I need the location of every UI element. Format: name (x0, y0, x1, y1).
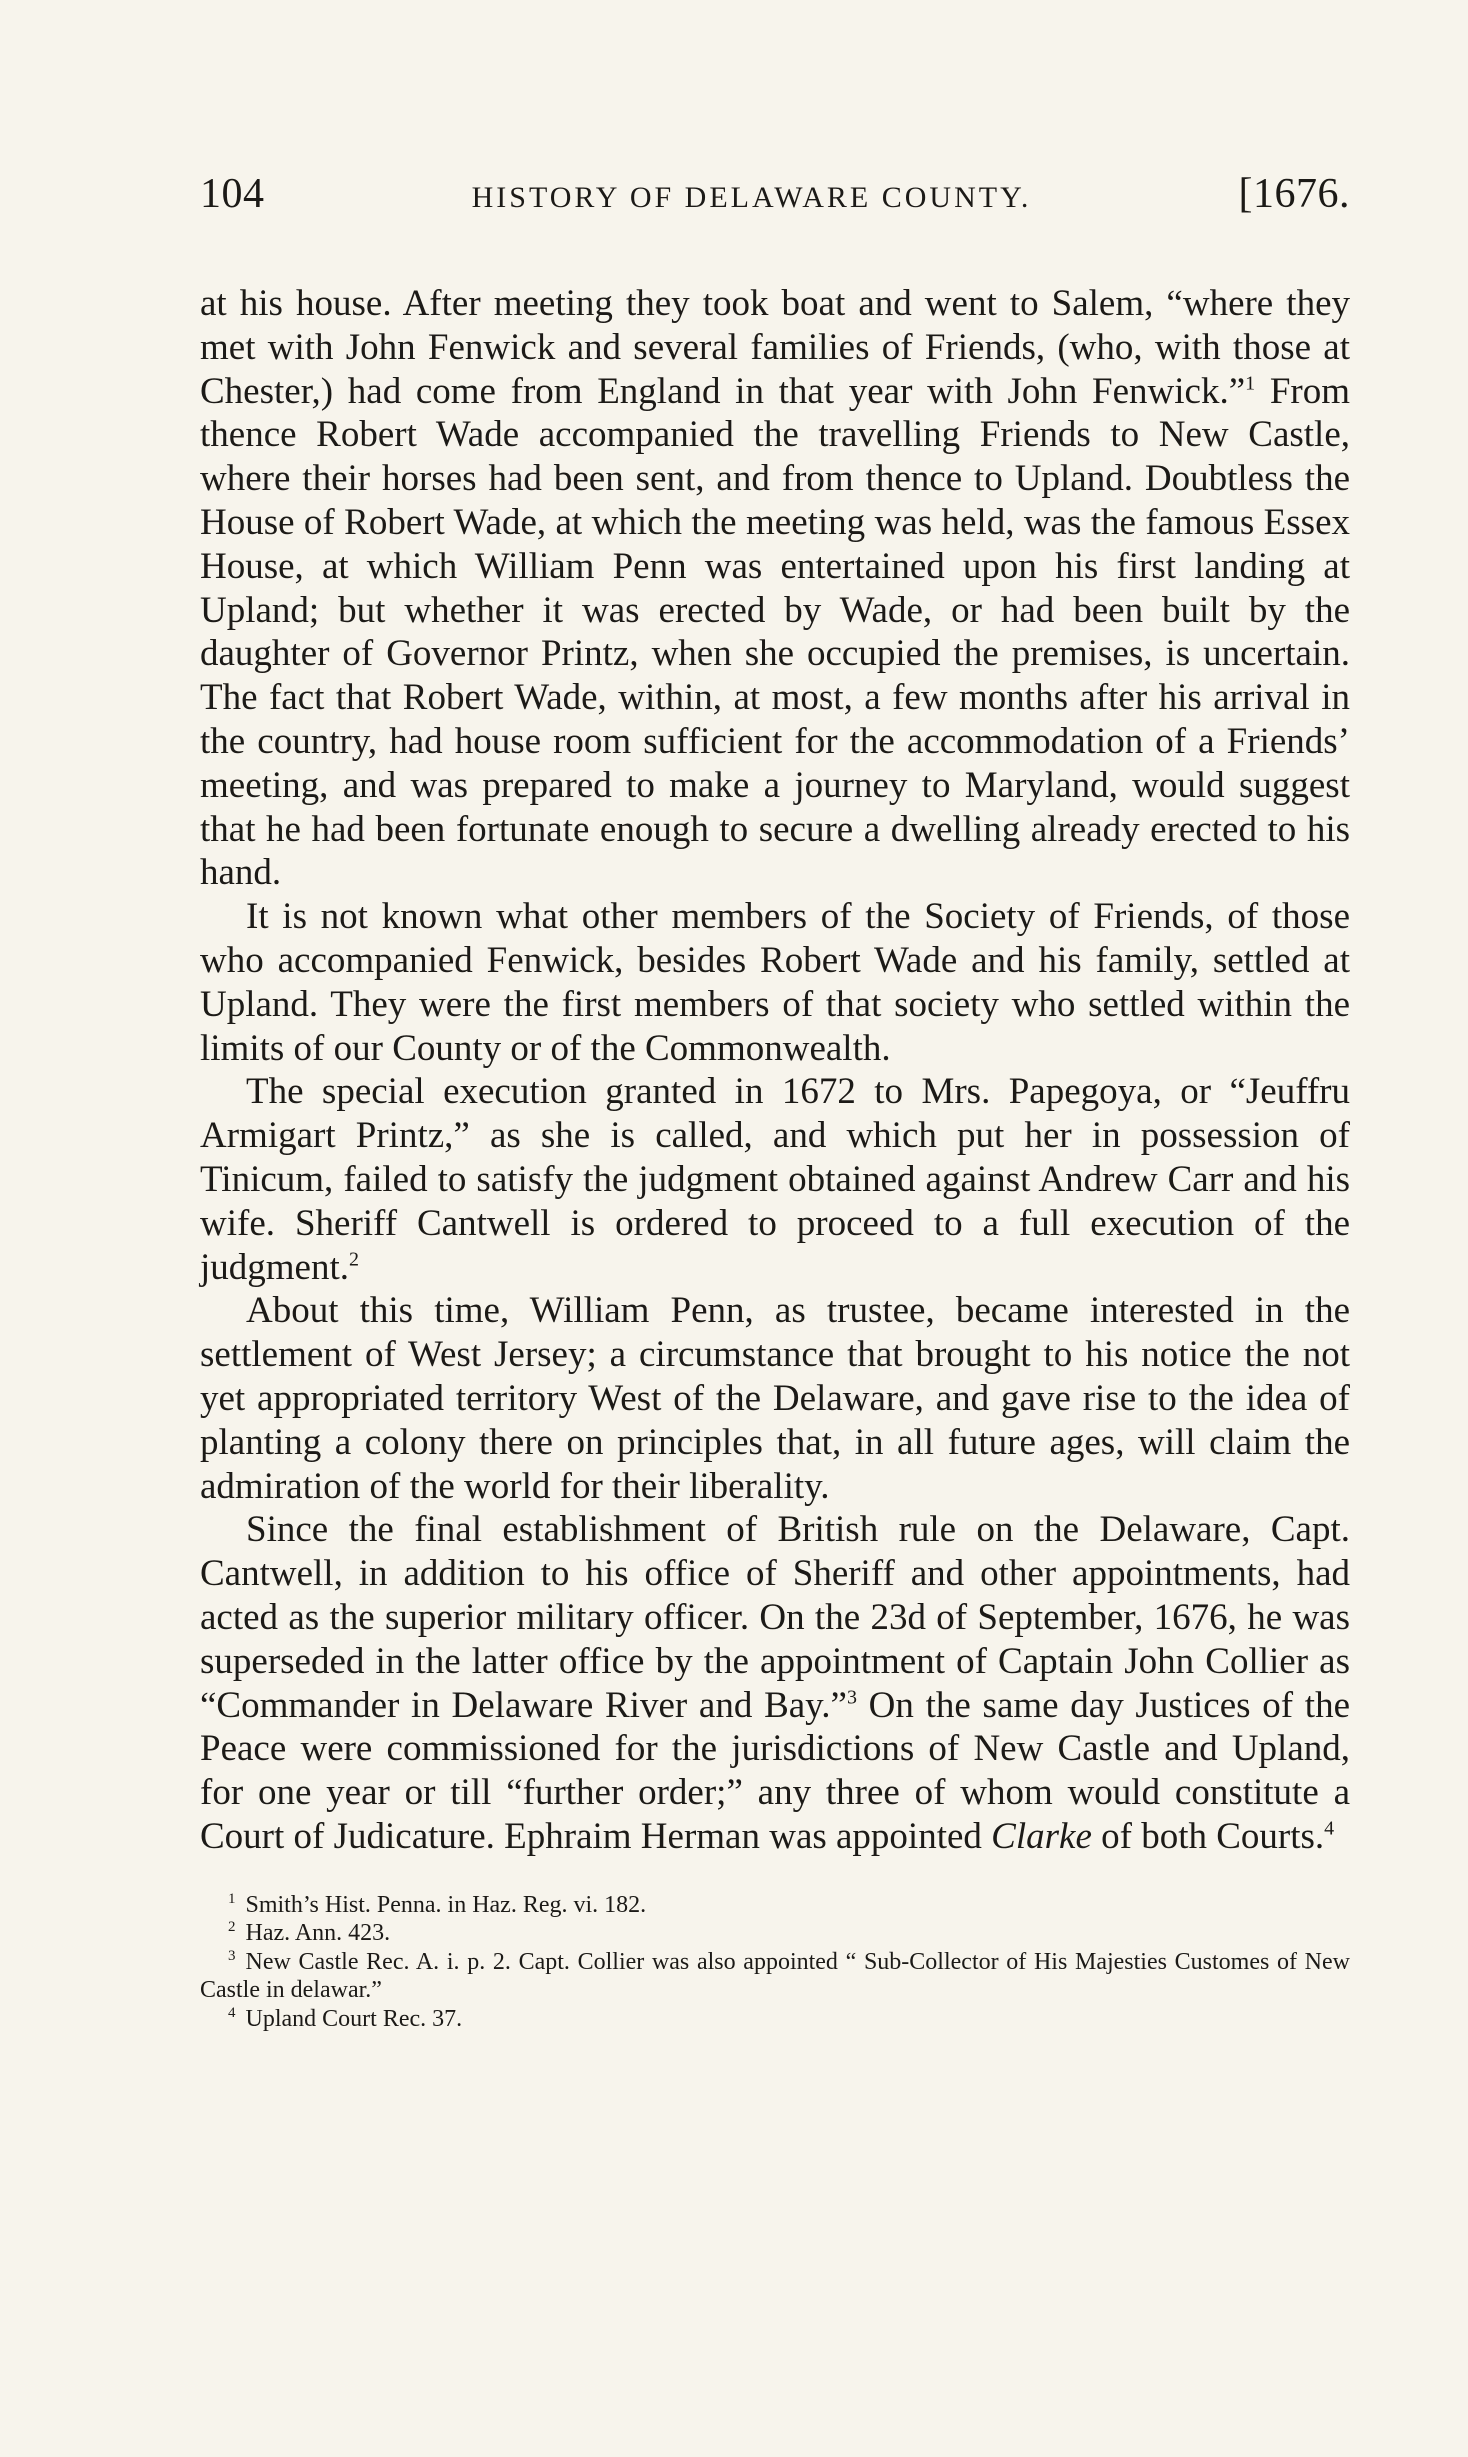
text-run: The special execution granted in 1672 to Mrs. Papegoya, or “Jeuffru Armigart Printz,” as she is called, and which put her in possession of Tinicum, failed to satisfy the judgment obtained against Andrew Carr and his wife. Sheriff Cantwell is ordered to proceed to a full execution of the judgment. (200, 1071, 1350, 1288)
text-run: Since the final establishment of British rule on the Delaware, Capt. Cantwell, in addition to his office of Sheriff and other appointments, had acted as the superior military officer. On the 23d of September, 1676, he was superseded in the latter office by the appointment of Captain John Collier as “Commander in Delaware River and Bay.” (200, 1509, 1350, 1726)
footnote-text: New Castle Rec. A. i. p. 2. Capt. Collier was also appointed “ Sub-Collector of His Majesties Customes of New Castle in delawar.” (200, 1948, 1350, 2004)
footnote-text: Upland Court Rec. 37. (245, 2005, 463, 2032)
body-text (200, 282, 1350, 1859)
footnote-4 (200, 2005, 1350, 2034)
running-title: HISTORY OF DELAWARE COUNTY. (471, 181, 1032, 214)
footnote-mark: 3 (228, 1947, 236, 1964)
book-page (200, 170, 1350, 2033)
footnote-ref: 1 (1245, 372, 1256, 395)
footnotes (200, 1891, 1350, 2034)
paragraph-p3 (200, 1070, 1350, 1289)
footnote-mark: 2 (228, 1919, 236, 1936)
running-header (200, 170, 1350, 230)
text-run: at his house. After meeting they took boat and went to Salem, “where they met with John Fenwick and several families of Friends, (who, with those at Chester,) had come from England in that year with John Fenwick.” (200, 283, 1350, 412)
text-run: From thence Robert Wade accompanied the travelling Friends to New Castle, where their horses had been sent, and from thence to Upland. Doubtless the House of Robert Wade, at which the meeting was held, was the famous Essex House, at which William Penn was entertained upon his first landing at Upland; but whether it was erected by Wade, or had been built by the daughter of Governor Printz, when she occupied the premises, is uncertain. The fact that Robert Wade, within, at most, a few months after his arrival in the country, had house room sufficient for the accommodation of a Friends’ meeting, and was prepared to make a journey to Maryland, would suggest that he had been fortunate enough to secure a dwelling already erected to his hand. (200, 370, 1350, 894)
text-run: It is not known what other members of the Society of Friends, of those who accompanied Fenwick, besides Robert Wade and his family, settled at Upland. They were the first members of that society who settled within the limits of our County or of the Commonwealth. (200, 896, 1350, 1069)
footnote-3 (200, 1948, 1350, 2005)
footnote-mark: 1 (228, 1890, 236, 1907)
footnote-text: Smith’s Hist. Penna. in Haz. Reg. vi. 182. (245, 1891, 647, 1918)
footnote-text: Haz. Ann. 423. (245, 1920, 391, 1947)
footnote-ref: 3 (846, 1686, 857, 1709)
header-year: [1676. (1238, 171, 1350, 217)
text-run: of both Courts. (1091, 1815, 1325, 1857)
paragraph-p2 (200, 895, 1350, 1070)
text-run: On the same day Justices of the Peace were commissioned for the jurisdictions of New Castle and Upland, for one year or till “further order;” any three of whom would constitute a Court of Judicature. Ephraim Herman was appointed (200, 1684, 1350, 1857)
text-run: About this time, William Penn, as trustee, became interested in the settlement of West Jersey; a circumstance that brought to his notice the not yet appropriated territory West of the Delaware, and gave rise to the idea of planting a colony there on principles that, in all future ages, will claim the admiration of the world for their liberality. (200, 1290, 1350, 1507)
page-number: 104 (200, 171, 265, 217)
paragraph-p4 (200, 1289, 1350, 1508)
italic-term: Clarke (991, 1815, 1092, 1857)
paragraph-p5 (200, 1508, 1350, 1858)
footnote-2 (200, 1919, 1350, 1948)
footnote-ref: 2 (349, 1248, 360, 1271)
footnote-mark: 4 (228, 2004, 236, 2021)
paragraph-p1 (200, 282, 1350, 895)
footnote-1 (200, 1891, 1350, 1920)
footnote-ref: 4 (1324, 1817, 1335, 1840)
